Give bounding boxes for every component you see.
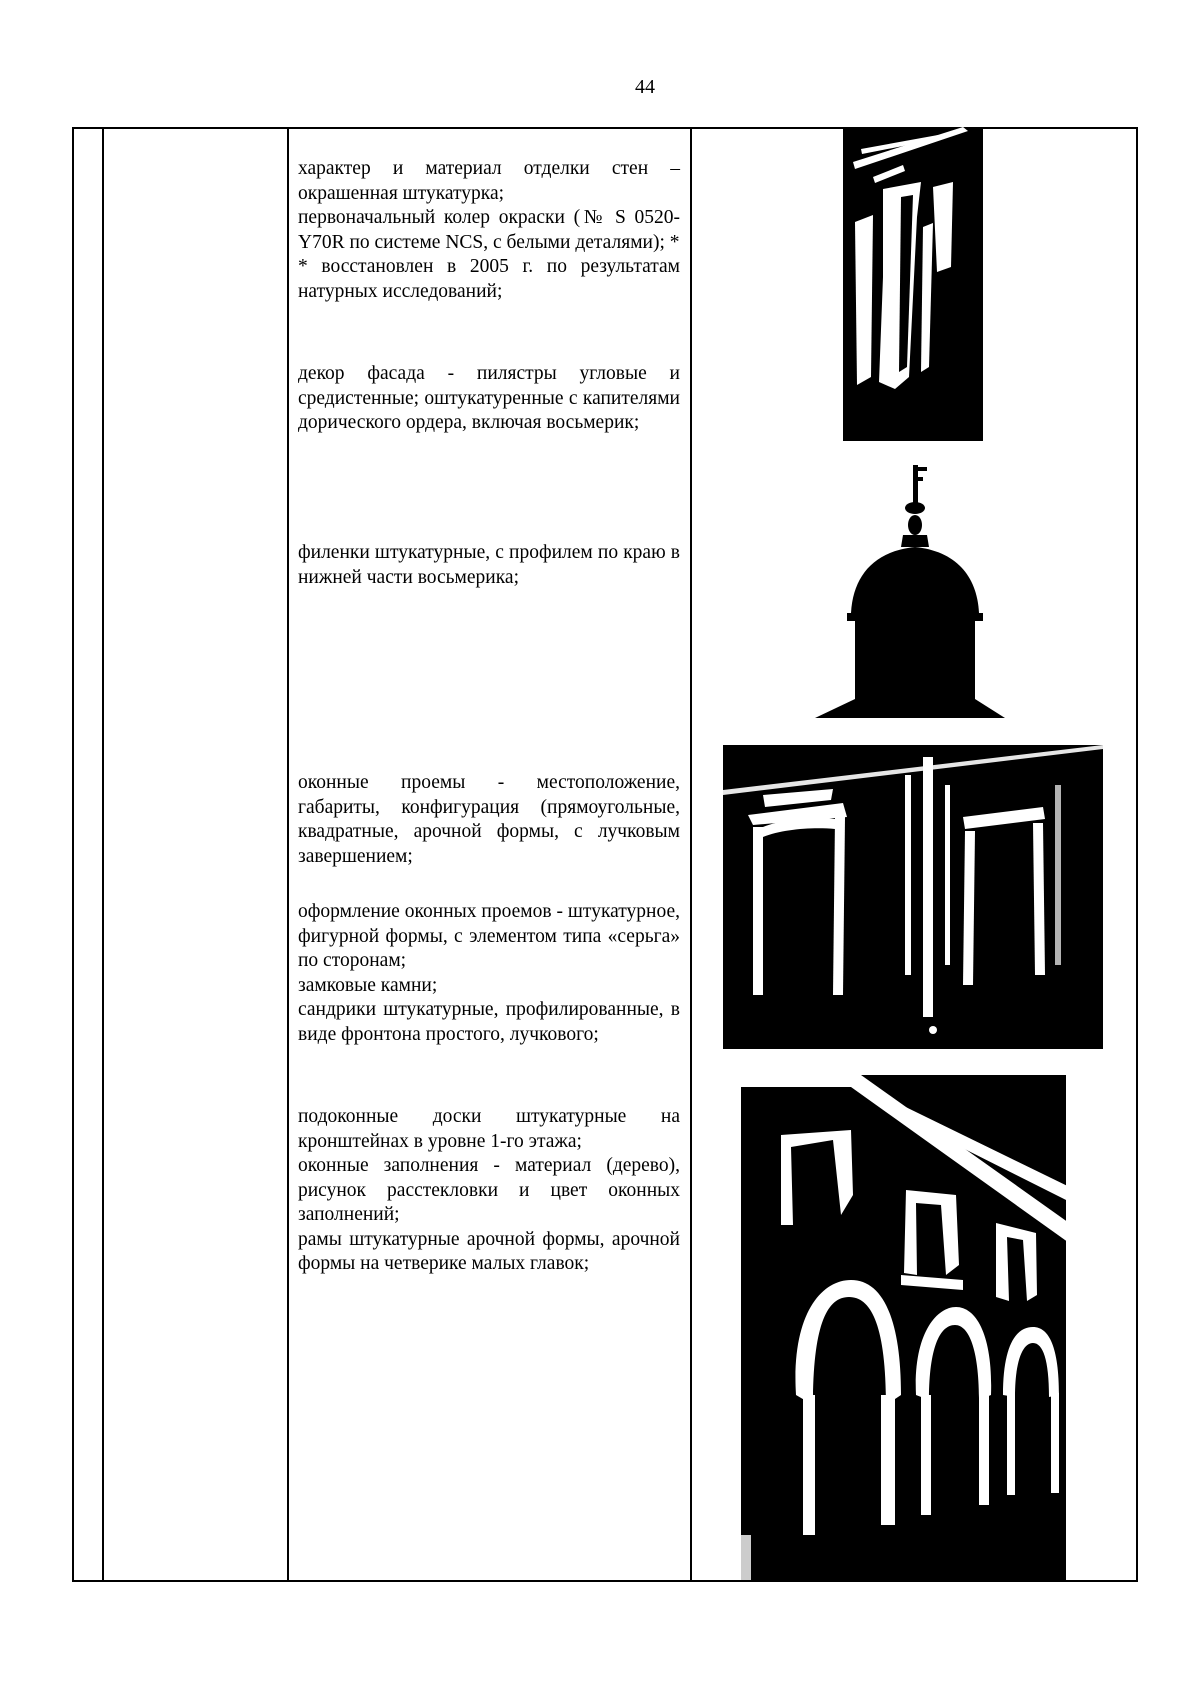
table-border-right (1136, 127, 1138, 1582)
paragraph: оконные заполнения - материал (дерево), рисунок расстекловки и цвет оконных заполнений; (298, 1155, 680, 1225)
paragraph: сандрики штукатурные, профилированные, в виде фронтона простого, лучкового; (298, 999, 680, 1045)
window-sills-block (298, 1105, 680, 1277)
paragraph: замковые камни; (298, 974, 438, 996)
window-decoration-block (298, 900, 680, 1047)
paragraph: * восстановлен в 2005 г. по результатам натурных исследований; (298, 256, 680, 302)
window-openings-block (298, 771, 680, 869)
paragraph: рамы штукатурные арочной формы, арочной формы на четверике малых главок; (298, 1228, 680, 1274)
table-divider-3 (690, 127, 692, 1582)
table-divider-2 (287, 127, 289, 1582)
facade-decor-block (298, 362, 680, 436)
page-number: 44 (635, 76, 655, 98)
photo-pilaster (843, 127, 983, 441)
panels-block (298, 541, 680, 590)
paragraph: филенки штукатурные, с профилем по краю в нижней части восьмерика; (298, 542, 680, 588)
photo-arched-windows (741, 1075, 1086, 1580)
photo-cupola (815, 463, 1005, 718)
table-border-left (72, 127, 74, 1582)
paragraph: оконные проемы - местоположение, габариты, конфигурация (прямоугольные, квадратные, арочной формы, с лучковым завершением; (298, 772, 680, 867)
table-border-bottom (72, 1580, 1138, 1582)
paragraph: характер и материал отделки стен – окрашенная штукатурка; (298, 158, 680, 204)
table-divider-1 (102, 127, 104, 1582)
paragraph: подоконные доски штукатурные на кронштейнах в уровне 1-го этажа; (298, 1106, 680, 1152)
paragraph: оформление оконных проемов - штукатурное, фигурной формы, с элементом типа «серьга» по сторонам; (298, 901, 680, 971)
wall-finish-block (298, 157, 680, 304)
paragraph: первоначальный колер окраски (№ S 0520-Y70R по системе NCS, с белыми деталями); * (298, 207, 680, 253)
paragraph: декор фасада - пилястры угловые и средистенные; оштукатуренные с капителями дорического ордера, включая восьмерик; (298, 363, 680, 433)
photo-window-openings (723, 745, 1103, 1049)
